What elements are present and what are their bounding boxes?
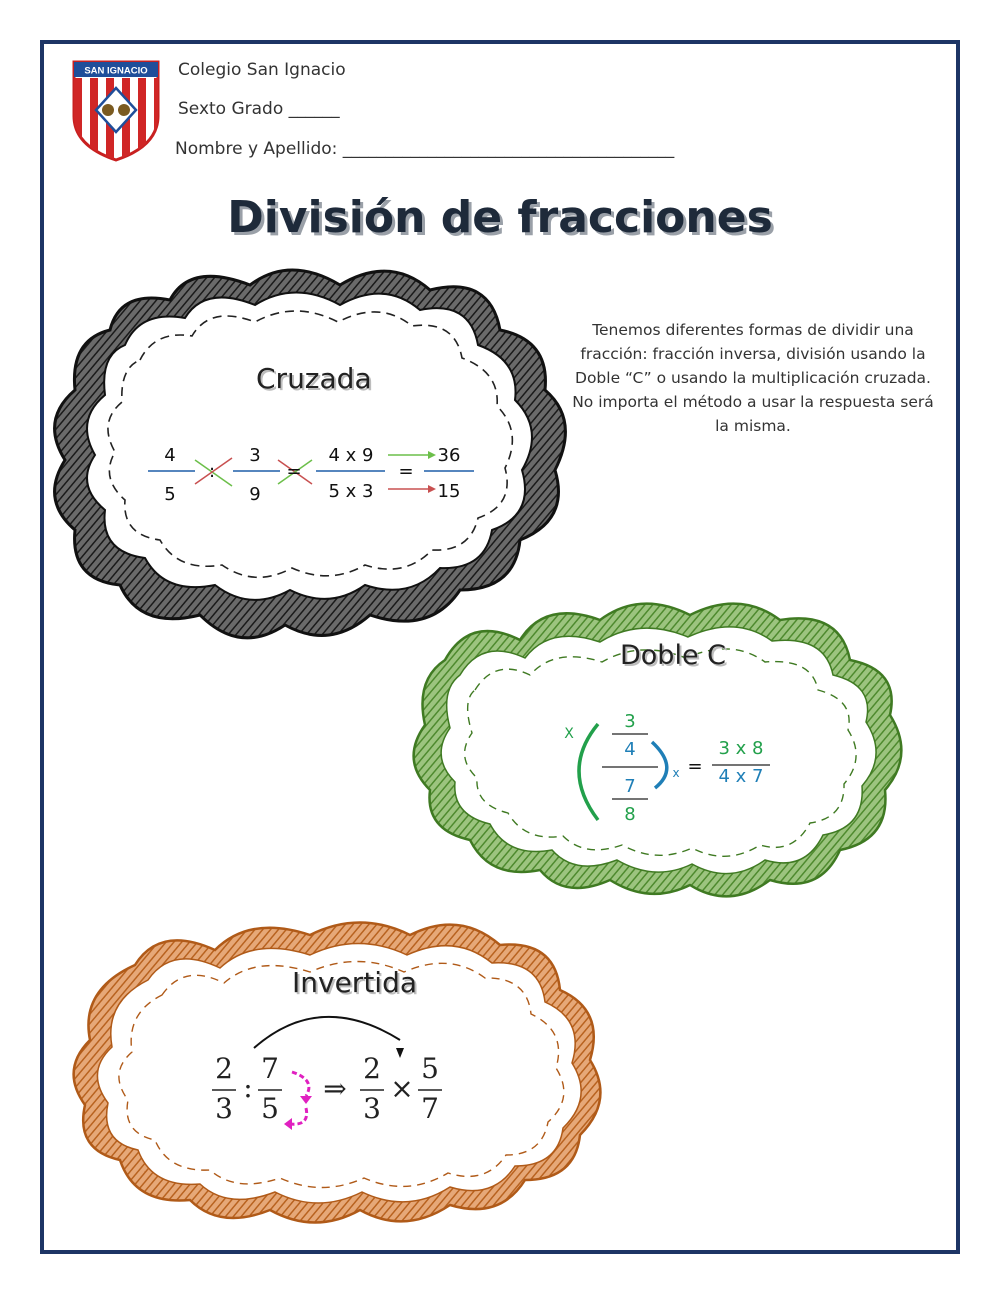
svg-text:SAN IGNACIO: SAN IGNACIO bbox=[84, 65, 148, 77]
invertida-times-sign: × bbox=[390, 1072, 414, 1105]
cruzada-equals-1: = bbox=[286, 461, 302, 482]
cruzada-numerator-1: 4 bbox=[164, 445, 176, 466]
cruzada-title: Cruzada bbox=[256, 362, 372, 395]
cruzada-numerator-expression: 4 x 9 bbox=[328, 445, 374, 466]
cruzada-denominator-2: 9 bbox=[249, 484, 261, 505]
doble-c-c: 7 bbox=[624, 776, 636, 797]
school-name: Colegio San Ignacio bbox=[178, 60, 346, 80]
invertida-denominator-1: 3 bbox=[215, 1092, 233, 1125]
doble-c-equals: = bbox=[687, 756, 703, 777]
cruzada-denominator-result: 15 bbox=[437, 481, 461, 502]
doble-c-denominator-expression: 4 x 7 bbox=[718, 766, 764, 787]
doble-c-b: 4 bbox=[624, 739, 636, 760]
cruzada-denominator-expression: 5 x 3 bbox=[328, 481, 374, 502]
cruzada-numerator-2: 3 bbox=[249, 445, 261, 466]
invertida-denominator-4: 7 bbox=[421, 1092, 439, 1125]
description-text: Tenemos diferentes formas de dividir una fracción: fracción inversa, división usando la Doble “C” o usando la multiplicación cruzada. No importa el método a usar la respuesta será la misma. bbox=[572, 321, 934, 435]
doble-c-inner-x: x bbox=[672, 766, 680, 780]
cruzada-equals-2: = bbox=[398, 461, 414, 482]
name-line: Nombre y Apellido: _______________________________________ bbox=[175, 139, 675, 159]
invertida-denominator-2: 5 bbox=[261, 1092, 279, 1125]
cruzada-denominator-1: 5 bbox=[164, 484, 176, 505]
invertida-title: Invertida bbox=[292, 966, 418, 999]
invertida-denominator-3: 3 bbox=[363, 1092, 381, 1125]
doble-c-outer-x: X bbox=[564, 726, 574, 742]
invertida-numerator-3: 2 bbox=[363, 1052, 381, 1085]
doble-c-title: Doble C bbox=[620, 640, 726, 671]
grade-line: Sexto Grado ______ bbox=[178, 99, 340, 119]
invertida-division-sign: : bbox=[243, 1071, 253, 1104]
invertida-implies-arrow: ⇒ bbox=[323, 1072, 347, 1105]
invertida-numerator-2: 7 bbox=[261, 1052, 279, 1085]
cruzada-division-sign: : bbox=[208, 461, 216, 482]
doble-c-a: 3 bbox=[624, 711, 636, 732]
invertida-numerator-1: 2 bbox=[215, 1052, 233, 1085]
cruzada-numerator-result: 36 bbox=[437, 445, 461, 466]
doble-c-numerator-expression: 3 x 8 bbox=[718, 738, 764, 759]
page-title: División de fracciones bbox=[227, 192, 773, 243]
invertida-numerator-4: 5 bbox=[421, 1052, 439, 1085]
doble-c-d: 8 bbox=[624, 804, 636, 825]
